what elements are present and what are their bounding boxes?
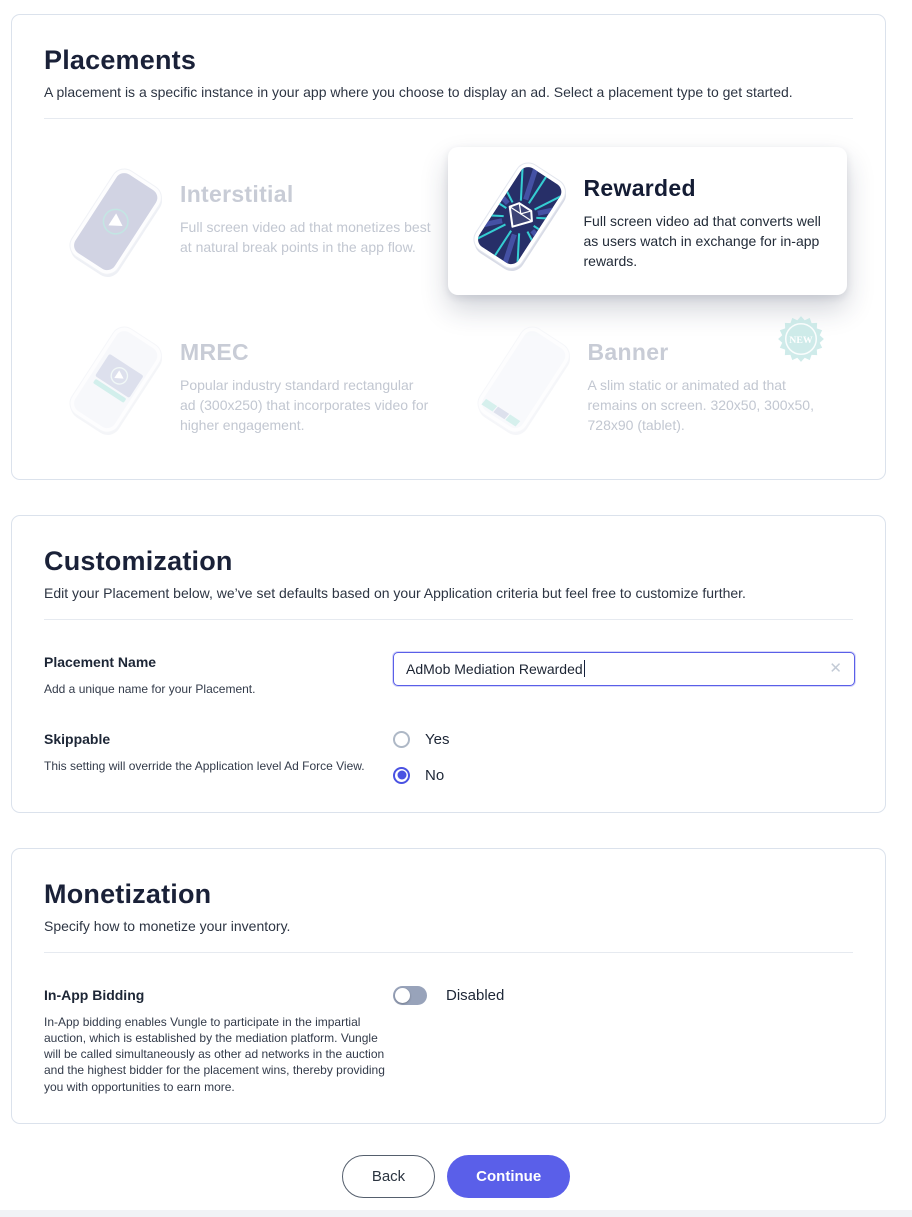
mrec-phone-icon: [60, 325, 172, 437]
skippable-helper: This setting will override the Application level Ad Force View.: [44, 758, 365, 773]
footer-actions: [0, 1155, 912, 1198]
continue-button[interactable]: Continue: [447, 1155, 570, 1198]
banner-phone-icon: [468, 325, 580, 437]
placements-card: [11, 14, 886, 480]
placement-type-description: A slim static or animated ad that remains on screen. 320x50, 300x50, 728x90 (tablet).: [587, 376, 814, 434]
text-caret: [584, 660, 585, 677]
monetization-subtitle: Specify how to monetize your inventory.: [44, 917, 291, 934]
toggle-knob: [395, 988, 410, 1003]
placement-type-interstitial[interactable]: [44, 153, 446, 293]
skippable-option-no[interactable]: [393, 767, 853, 784]
monetization-card: [11, 848, 886, 1124]
placements-subtitle: A placement is a specific instance in your app where you choose to display an ad. Select a placement type to get started.: [44, 84, 793, 100]
skippable-radio-group: [393, 729, 853, 784]
placement-name-label: Placement Name: [44, 653, 157, 670]
placement-type-description: Full screen video ad that monetizes best at natural break points in the app flow.: [180, 218, 431, 256]
placement-name-helper: Add a unique name for your Placement.: [44, 681, 256, 696]
placement-name-input[interactable]: [393, 652, 855, 686]
customization-subtitle: Edit your Placement below, we’ve set defaults based on your Application criteria but feel free to customize further.: [44, 584, 746, 601]
placement-name-value: AdMob Mediation Rewarded: [406, 660, 583, 677]
in-app-bidding-toggle[interactable]: [393, 986, 427, 1005]
clear-input-icon[interactable]: ✕: [829, 660, 842, 678]
divider: [44, 118, 853, 119]
placement-type-description: Popular industry standard rectangular ad (300x250) that incorporates video for higher engagement.: [180, 376, 429, 434]
new-badge-icon: [777, 315, 825, 363]
placement-type-title: MREC: [180, 338, 249, 365]
in-app-bidding-state: Disabled: [446, 986, 505, 1004]
placement-type-grid: [44, 153, 853, 451]
divider: [44, 619, 853, 620]
customization-card: [11, 515, 886, 813]
radio-unchecked-icon: [393, 731, 410, 748]
radio-label: No: [425, 766, 445, 784]
placement-type-title: Banner: [587, 338, 669, 365]
back-button[interactable]: Back: [342, 1155, 435, 1198]
in-app-bidding-row: [44, 985, 853, 1095]
customization-title: Customization: [44, 545, 233, 576]
bottom-strip: [0, 1210, 912, 1217]
svg-text:NEW: NEW: [789, 334, 813, 346]
skippable-option-yes[interactable]: [393, 731, 853, 748]
divider: [44, 952, 853, 953]
placement-type-rewarded[interactable]: [448, 147, 848, 295]
placement-type-description: Full screen video ad that converts well as users watch in exchange for in-app rewards.: [583, 212, 821, 270]
placement-type-title: Rewarded: [583, 174, 696, 201]
rewarded-phone-icon: [464, 161, 576, 273]
placement-type-banner[interactable]: [452, 311, 854, 451]
monetization-title: Monetization: [44, 878, 212, 909]
skippable-label: Skippable: [44, 730, 111, 747]
skippable-row: [44, 729, 853, 784]
radio-checked-icon: [393, 767, 410, 784]
interstitial-phone-icon: [60, 167, 172, 279]
in-app-bidding-label: In-App Bidding: [44, 986, 145, 1003]
placement-name-row: [44, 652, 853, 697]
placements-title: Placements: [44, 45, 197, 75]
placement-type-mrec[interactable]: [44, 311, 446, 451]
radio-label: Yes: [425, 730, 450, 748]
placement-type-title: Interstitial: [180, 180, 294, 207]
in-app-bidding-helper: In-App bidding enables Vungle to participate in the impartial auction, which is established by the mediation platform. Vungle will be called simultaneously as other ad networks in the auction and the highest bidder for the placement wins, thereby providing you with opportunities to earn more.: [44, 1014, 385, 1094]
